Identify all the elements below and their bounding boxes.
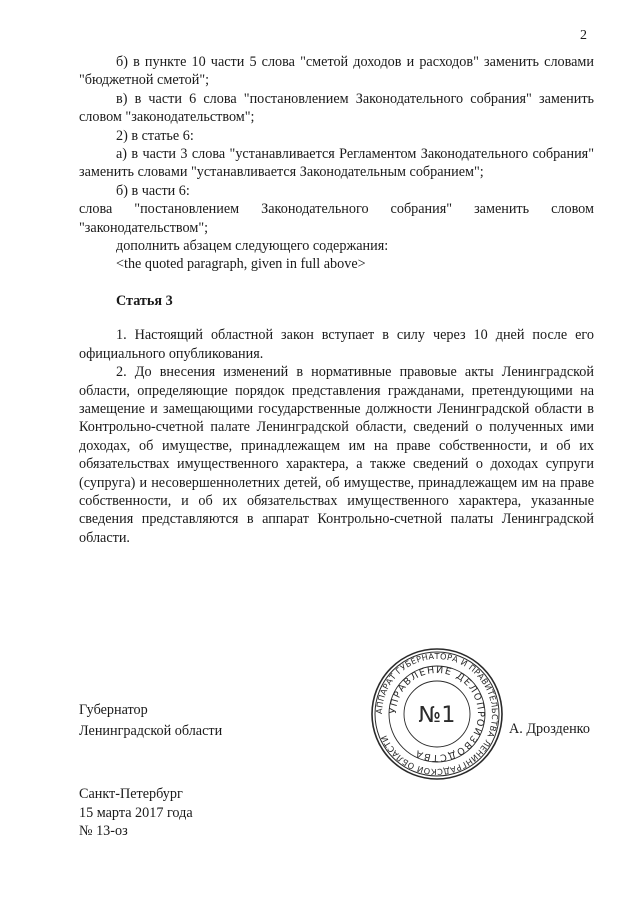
seal-inner-text: УПРАВЛЕНИЕ ДЕЛОПРОИЗВОДСТВА [387, 664, 487, 764]
paragraph-amend-v: в) в части 6 слова "постановлением Законодательного собрания" заменить словом "законодательством"; [79, 90, 594, 126]
place-city: Санкт-Петербург [79, 786, 183, 802]
signatory-position [79, 700, 222, 742]
paragraph-article6-a: а) в части 3 слова "устанавливается Регламентом Законодательного собрания" заменить словами "устанавливается Законодательным собранием"; [79, 146, 594, 181]
page-number: 2 [580, 28, 587, 43]
law-date: 15 марта 2017 года [79, 804, 193, 821]
signatory-position-line2: Ленинградской области [79, 723, 223, 739]
paragraph-article6: 2) в статье 6: [116, 127, 194, 144]
document-body [79, 53, 594, 547]
article-paragraph-2: 2. До внесения изменений в нормативные правовые акты Ленинградской области, определяющие порядок представления гражданами, претендующими на замещение и замещающими государственные должности Ленинградской области в Контрольно-счетной палате Ленинградской области, сведений о полученных ими доходах, об имуществе, принадлежащем им на праве собственности, и об их обязательствах имущественного характера, а также сведений о доходах супруги (супруга) и несовершеннолетних детей, об имуществе, принадлежащем им на праве собственности, и об их обязательствах имущественного характера, указанные сведения представляются в аппарат Контрольно-счетной палаты Ленинградской области. [79, 364, 594, 546]
paragraph-amend-b: б) в пункте 10 части 5 слова "сметой доходов и расходов" заменить словами "бюджетной сметой"; [79, 54, 594, 89]
paragraph-words-replace: слова "постановлением Законодательного собрания" заменить словом "законодательством"; [79, 201, 594, 236]
paragraph-article6-b: б) в части 6: [116, 182, 190, 199]
place-date-block [79, 785, 193, 841]
paragraph-supplement: дополнить абзацем следующего содержания: [116, 238, 389, 255]
paragraph-quoted-new-text: <the quoted paragraph, given in full above> [116, 256, 366, 273]
signatory-name: А. Дрозденко [509, 721, 590, 737]
article-title: Статья 3 [116, 292, 173, 309]
signatory-position-line1: Губернатор [79, 702, 148, 718]
seal-center-number: №1 [418, 703, 456, 728]
article-paragraph-1: 1. Настоящий областной закон вступает в силу через 10 дней после его официального опубликования. [79, 327, 594, 362]
seal-outer-text: АППАРАТ ГУБЕРНАТОРА И ПРАВИТЕЛЬСТВА ЛЕНИНГРАДСКОЙ ОБЛАСТИ [373, 650, 501, 778]
law-number: № 13-оз [79, 823, 128, 839]
official-seal-icon [369, 646, 505, 782]
